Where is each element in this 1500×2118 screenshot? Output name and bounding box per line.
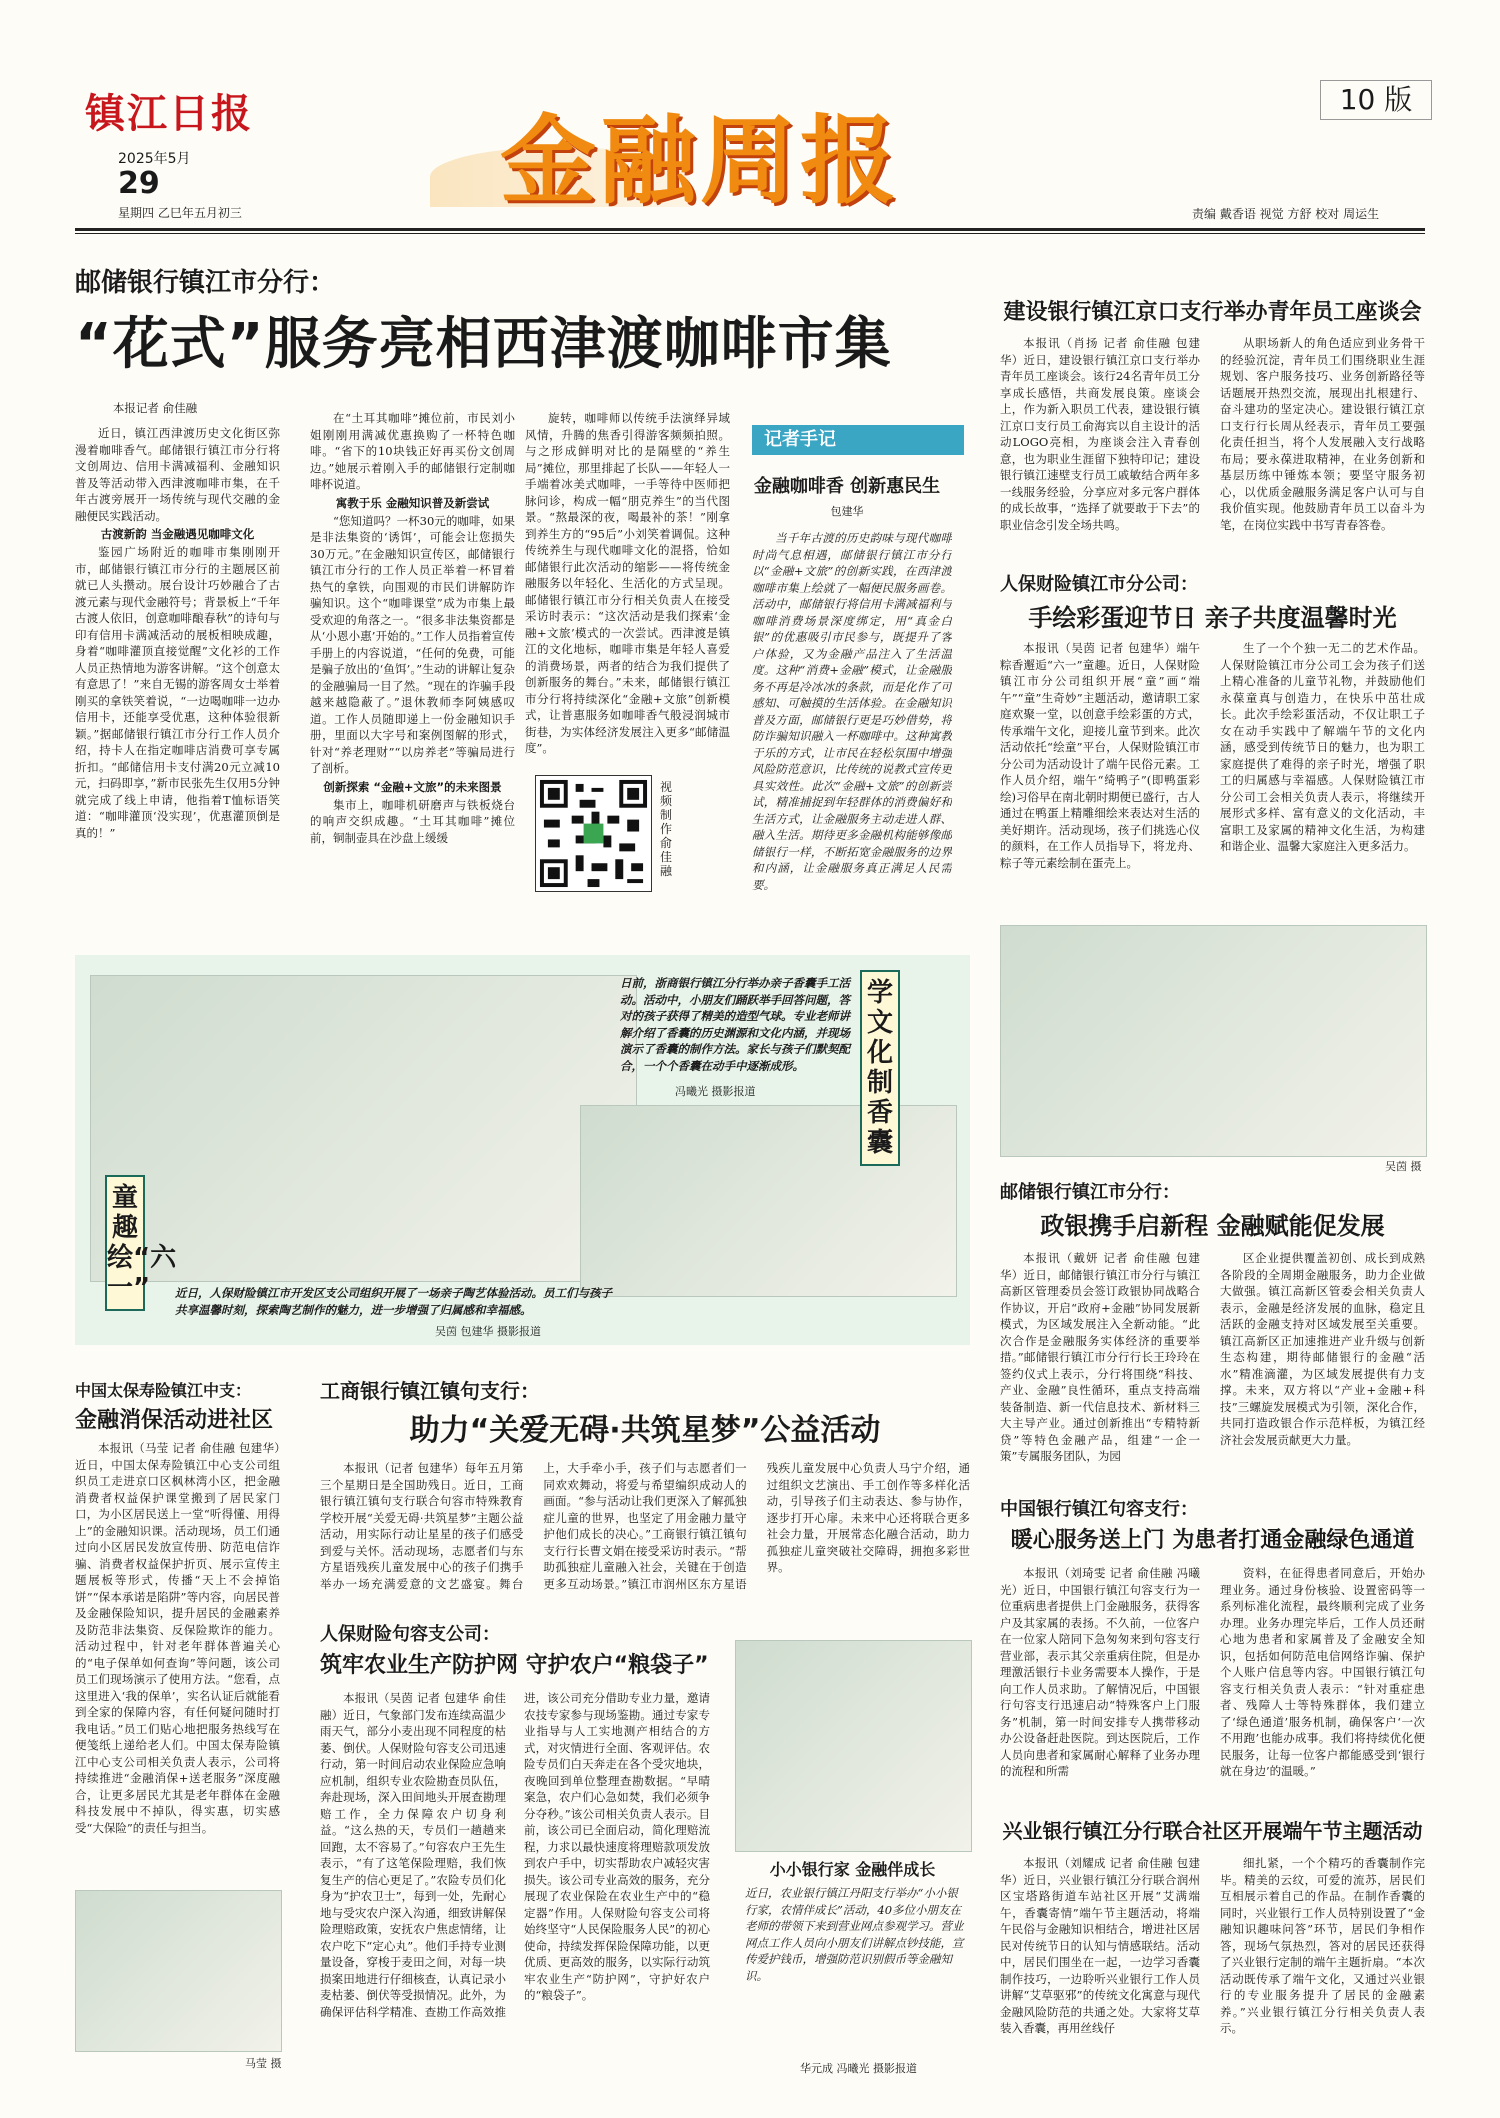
lead-paragraph: 鉴园广场附近的咖啡市集刚刚开市，邮储银行镇江市分行的主题展区前就已人头攒动。展台设计巧妙融合了古渡元素与现代金融符号；背景板上“千年古渡人依旧，创意咖啡酿春秋”的诗句与印有信用卡满减活动的展板相映成趣，身着“咖啡灌顶直接觉醒”文化衫的工作人员正热情地为游客讲解。“这个创意太有意思了！”来自无锡的游客周女士举着刚买的拿铁笑着说，“一边喝咖啡一边办信用卡，还能享受优惠，这种体验很新颖。”据邮储银行镇江市分行工作人员介绍，持卡人在指定咖啡店消费可享专属折扣。“邮储信用卡支付满20元立减10元，扫码即享，”新市民张先生仅用5分钟就完成了线上申请，他指着T恤标语笑道：“咖啡灌顶‘没实现’，优惠灌顶倒是真的！” <box>75 545 280 840</box>
lead-col-1 <box>75 400 235 416</box>
xiaoxiao-credit: 华元成 冯曦光 摄影报道 <box>800 2062 917 2075</box>
lead-kicker: 邮储银行镇江市分行： <box>75 268 336 298</box>
family-paragraph: 生了一个个独一无二的艺术作品。人保财险镇江市分公司工会为孩子们送上精心准备的儿童节礼物，并鼓励他们永葆童真与创造力，在快乐中茁壮成长。此次手绘彩蛋活动，不仅让职工子女在动手实践中了解端午节的文化内涵，感受到传统节日的魅力，也为职工家庭提供了难得的亲子时光，增强了职工的归属感与幸福感。人保财险镇江市分公司工会相关负责人表示，将继续开展形式多样、富有意义的文化活动，丰富职工及家属的精神文化生活，为构建和谐企业、温馨大家庭注入更多活力。 <box>1220 641 1425 853</box>
ccb-paragraph: 本报讯（肖扬 记者 俞佳融 包建华）近日，建设银行镇江京口支行举办青年员工座谈会。该行24名青年员工分享成长感悟，共商发展良策。座谈会上，作为新入职员工代表，建设银行镇江京口支行员工俞海宾以自主设计的活动LOGO亮相，为座谈会注入青春创意，也为职业生涯留下独特印记；建设银行镇江速壁支行员工戚敏结合两年多一线服务经验，分享应对多元客户群体的成长故事，“选择了就要敢于下去”的职业信念引发全场共鸣。 <box>1000 336 1200 532</box>
icbc-title: 助力“关爱无碍·共筑星梦”公益活动 <box>409 1413 881 1448</box>
xiaoxiao-photo <box>735 1640 972 1852</box>
lead-paragraph: 近日，镇江西津渡历史文化街区弥漫着咖啡香气。邮储银行镇江市分行将文创周边、信用卡满减福利、金融知识普及等活动带入西津渡咖啡市集，在千年古渡旁展开一场传统与现代交融的金融便民实践活动。 <box>75 426 280 523</box>
sachet-photo <box>580 1105 957 1297</box>
cib-col-2 <box>1220 1855 1425 2085</box>
icbc-paragraph: 本报讯（记者 包建华）每年五月第三个星期日是全国助残日。近日，工商银行镇江镇句支行联合句容市特殊教育学校开展“关爱无碍·共筑星梦”主题公益活动，用实际行动让星星的孩子们感受到爱与关怀。活动现场，志愿者们与东方星语残疾儿童发展中心的孩子们携手举办一场充满爱意的文艺盛宴。舞台上，大手牵小手，孩子们与志愿者们一同欢欢舞动，将爱与希望编织成动人的画面。“参与活动让我们更深入了解孤独症儿童的世界，也坚定了用金融力量守护他们成长的决心。”工商银行镇江镇句支行行长曹文娟在接受采访时表示。“帮助孤独症儿童融入社会，关键在于创造更多互动场景。”镇江市润州区东方星语残疾儿童发展中心负责人马宁介绍，通过组织文艺演出、手工创作等多样化活动，引导孩子们主动表达、参与协作，逐步打开心扉。未来中心还将联合更多社会力量，开展常态化融合活动，助力孤独症儿童突破社交障碍，拥抱多彩世界。 <box>320 1461 970 1591</box>
lead-headline: “花式”服务亮相西津渡咖啡市集 <box>75 312 892 377</box>
boc-col-1 <box>1000 1565 1200 1805</box>
lead-subhead-3: 创新探索 “金融+文旅”的未来图景 <box>323 779 502 794</box>
ccb-paragraph: 从职场新人的角色适应到业务骨干的经验沉淀，青年员工们围绕职业生涯规划、客户服务技巧、业务创新路径等话题展开热烈交流，展现出扎根建行、奋斗建功的坚定决心。建设银行镇江京口支行行长周从经表示，青年员工要强化责任担当，将个人发展融入支行战略布局；要永葆进取精神，在业务创新和基层历练中锤炼本领；要坚守服务初心，以优质金融服务满足客户认可与自我价值实现。他鼓励青年员工以奋斗为笔，在岗位实践中书写青春答卷。 <box>1220 336 1425 532</box>
section-banner <box>430 85 1050 217</box>
newspaper-logo: 镇江日报 <box>85 90 253 137</box>
pottery-photo <box>90 975 637 1282</box>
picc-title: 筑牢农业生产防护网 守护农户“粮袋子” <box>320 1653 709 1678</box>
taiping-body <box>75 1440 280 1890</box>
psbc2-paragraph: 区企业提供覆盖初创、成长到成熟各阶段的全周期金融服务，助力企业做大做强。镇江高新区管委会相关负责人表示，金融是经济发展的血脉，稳定且活跃的金融支持对区域发展至关重要。镇江高新区正加速推进产业升级与创新生态构建，期待邮储银行的金融“活水”精准滴灌，为区域发展提供有力支撑。未来，双方将以“产业+金融+科技”三螺旋发展模式为引领，深化合作，共同打造政银合作示范样板，为镇江经济社会发展贡献更大力量。 <box>1220 1251 1425 1447</box>
pottery-label: 童趣绘“六一” <box>105 1175 145 1311</box>
psbc2-col-1 <box>1000 1250 1200 1470</box>
pottery-caption: 近日，人保财险镇江市开发区支公司组织开展了一场亲子陶艺体验活动。员工们与孩子共享温馨时刻，探索陶艺制作的魅力，进一步增强了归属感和幸福感。 <box>175 1286 612 1317</box>
lead-paragraph: 旋转，咖啡师以传统手法演绎异域风情，升腾的焦香引得游客频频拍照。与之形成鲜明对比的是隔壁的“养生局”摊位，那里排起了长队——年轻人一手端着冰美式咖啡，一手等待中医师把脉问诊，构成一幅“朋克养生”的当代图景。“熬最深的夜，喝最补的茶！”刚拿到养生方的“95后”小刘笑着调侃。这种传统养生与现代咖啡文化的混搭，恰如邮储银行此次活动的缩影——将传统金融服务以年轻化、生活化的方式呈现。邮储银行镇江市分行相关负责人在接受采访时表示：“这次活动是我们探索‘金融+文旅’模式的一次尝试。西津渡是镇江的文化地标，咖啡市集是年轻人喜爱的消费场景，两者的结合为我们提供了创新服务的舞台。”未来，邮储银行镇江市分行将持续深化“金融+文旅”创新模式，让普惠服务如咖啡香气般浸润城市街巷，为实体经济发展注入更多“邮储温度”。 <box>525 411 730 755</box>
section-banner-title: 金融周报 <box>500 105 900 217</box>
cib-paragraph: 细扎紧，一个个精巧的香囊制作完毕。精美的云纹，可爱的流苏，居民们互相展示着自己的作品。在制作香囊的同时，兴业银行工作人员特别设置了“金融知识趣味问答”环节，居民们争相作答，现场气氛热烈，答对的居民还获得了兴业银行定制的端午主题折扇。“本次活动既传承了端午文化，又通过兴业银行的专业服务提升了居民的金融素养。”兴业银行镇江分行相关负责人表示。 <box>1220 1856 1425 2035</box>
lead-subhead-2: 寓教于乐 金融知识普及新尝试 <box>335 495 490 510</box>
note-author: 包建华 <box>830 505 864 518</box>
xiaoxiao-title: 小小银行家 金融伴成长 <box>769 1860 936 1879</box>
egg-painting-photo <box>1000 925 1427 1157</box>
video-qr-code[interactable] <box>535 775 652 892</box>
boc-title: 暖心服务送上门 为患者打通金融绿色通道 <box>1010 1528 1415 1553</box>
lead-subhead-1: 古渡新韵 当金融遇见咖啡文化 <box>100 527 255 541</box>
pottery-credit: 吴茵 包建华 摄影报道 <box>435 1325 541 1338</box>
masthead-rule <box>75 228 1425 231</box>
qr-pattern-icon <box>536 776 651 891</box>
taiping-kicker: 中国太保寿险镇江中支： <box>75 1381 252 1400</box>
ccb-col-2 <box>1220 335 1425 625</box>
sachet-label: 学文化 制香囊 <box>860 970 900 1166</box>
editor-credits: 责编 戴香语 视觉 方舒 校对 周运生 <box>1192 207 1380 221</box>
note-body <box>752 530 952 940</box>
taiping-paragraph: 本报讯（马莹 记者 俞佳融 包建华）近日，中国太保寿险镇江中心支公司组织员工走进京口区枫林湾小区，把金融消费者权益保护课堂搬到了居民家门口，为小区居民送上一堂“听得懂、用得上”的金融知识课。活动现场，员工们通过向小区居民发放宣传册、防范电信诈骗、消费者权益保护折页、展示宣传主题展板等形式，传播“天上不会掉馅饼”“保本承诺是陷阱”等内容，向居民普及金融保险知识，提升居民的金融素养及防范非法集资、反保险欺诈的能力。活动过程中，针对老年群体普遍关心的“电子保单如何查询”等问题，该公司员工们现场演示了使用方法。“您看，点这里进入‘我的保单’，实名认证后就能看到全家的保障内容，有任何疑问随时打我电话。”员工们贴心地把服务热线写在便笺纸上递给老人们。中国太保寿险镇江中心支公司相关负责人表示，公司将持续推进“金融消保+送老服务”深度融合，让更多居民尤其是老年群体在金融科技发展中不掉队，得实惠，切实感受“大保险”的责任与担当。 <box>75 1441 280 1835</box>
cib-title: 兴业银行镇江分行联合社区开展端午节主题活动 <box>1002 1819 1423 1843</box>
taiping-photo <box>75 1890 282 2052</box>
ccb-title: 建设银行镇江京口支行举办青年员工座谈会 <box>1003 300 1422 325</box>
family-photo-credit: 吴茵 摄 <box>1385 1160 1422 1173</box>
picc-body <box>320 1690 710 2085</box>
family-kicker: 人保财险镇江市分公司： <box>1000 574 1198 595</box>
family-title: 手绘彩蛋迎节日 亲子共度温馨时光 <box>1028 604 1397 632</box>
boc-col-2 <box>1220 1565 1425 1805</box>
lead-column-1 <box>75 425 280 955</box>
taiping-title: 金融消保活动进社区 <box>75 1408 274 1433</box>
psbc2-kicker: 邮储银行镇江市分行： <box>1000 1182 1180 1203</box>
sachet-caption: 日前，浙商银行镇江分行举办亲子香囊手工活动。活动中，小朋友们踊跃举手回答问题，答对的孩子获得了精美的造型气球。专业老师讲解介绍了香囊的历史渊源和文化内涵，并现场演示了香囊的制作方法。家长与孩子们默契配合，一个个香囊在动手中逐渐成形。 <box>620 976 850 1073</box>
video-credit: 视频制作 俞佳融 <box>660 780 673 878</box>
boc-paragraph: 本报讯（刘琦雯 记者 俞佳融 冯曦光）近日，中国银行镇江句容支行为一位重病患者提供上门金融服务，获得客户及其家属的表扬。不久前，一位客户在一位家人陪同下急匆匆来到句容支行营业部，表示其父亲重病住院，但是办理激活银行卡业务需要本人操作，于是向工作人员求助。了解情况后，中国银行句容支行迅速启动“特殊客户上门服务”机制，第一时间安排专人携带移动办公设备赶赴医院。到达医院后，工作人员向患者和家属耐心解释了业务办理的流程和所需 <box>1000 1566 1200 1778</box>
photo-panel <box>75 955 970 1345</box>
psbc2-title: 政银携手启新程 金融赋能促发展 <box>1040 1212 1385 1240</box>
psbc2-col-2 <box>1220 1250 1425 1470</box>
lead-paragraph: 集市上，咖啡机研磨声与铁板烧台的响声交织成趣。“土耳其咖啡”摊位前，铜制壶具在沙盘上缓缓 <box>310 797 515 845</box>
lead-column-3 <box>525 410 730 760</box>
note-paragraph: 当千年古渡的历史韵味与现代咖啡时尚气息相遇，邮储银行镇江市分行以“金融+文旅”的创新实践，在西津渡咖啡市集上绘就了一幅便民服务画卷。活动中，邮储银行将信用卡满减福利与咖啡消费场景深度绑定，用“真金白银”的优惠吸引市民参与，既提升了客户体验，又为金融产品注入了生活温度。这种“消费+金融”模式，让金融服务不再是冷冰冰的条款，而是化作了可感知、可触摸的生活体验。在金融知识普及方面，邮储银行更是巧妙借势，将防诈骗知识融入一杯咖啡中。这种寓教于乐的方式，让市民在轻松氛围中增强风险防范意识，比传统的说教式宣传更具实效性。此次“金融+文旅”的创新尝试，精准捕捉到年轻群体的消费偏好和生活方式，让金融服务主动走进人群、融入生活。期待更多金融机构能够像邮储银行一样，不断拓宽金融服务的边界和内涵，让金融服务真正满足人民需要。 <box>752 531 952 892</box>
icbc-kicker: 工商银行镇江镇句支行： <box>320 1379 540 1403</box>
icbc-body <box>320 1460 970 1610</box>
cib-col-1 <box>1000 1855 1200 2085</box>
picc-paragraph: 本报讯（吴茵 记者 包建华 俞佳融）近日，气象部门发布连续高温少雨天气，部分小麦出现不同程度的枯萎、倒伏。人保财险句容支公司迅速行动，第一时间启动农业保险应急响应机制，组织专业农险勘查员队伍，奔赴现场，深入田间地头开展查勘理赔工作，全力保障农户切身利益。“这么热的天，专员们一趟趟来回跑，太不容易了。”句容农户王先生表示，“有了这笔保险理赔，我们恢复生产的信心更足了。”农险专员们化身为“护农卫士”，每到一处，先耐心地与受灾农户深入沟通，细致讲解保险理赔政策，安抚农户焦虑情绪，让农户吃下“定心丸”。他们手持专业测量设备，穿梭于麦田之间，对每一块损案田地进行仔细核查，认真记录小麦枯萎、倒伏等受损情况。此外，为确保评估科学精准、查勘工作高效推进，该公司充分借助专业力量，邀请农技专家参与现场鉴勘。通过专家专业指导与人工实地测产相结合的方式，对灾情进行全面、客观评估。农险专员们白天奔走在各个受灾地块，夜晚回到单位整理查勘数据。“早晴案急，农户们心急如焚，我们必须争分夺秒。”该公司相关负责人表示。目前，该公司已全面启动，简化理赔流程，力求以最快速度将理赔款项发放到农户手中，切实帮助农户减轻灾害损失。该公司专业高效的服务，充分展现了农业保险在农业生产中的“稳定器”作用。人保财险句容支公司将始终坚守“人民保险服务人民”的初心使命，持续发挥保险保障功能，以更优质、更高效的服务，以实际行动筑牢农业生产“防护网”，守护好农户的“粮袋子”。 <box>320 1691 710 2019</box>
boc-paragraph: 资料，在征得患者同意后，开始办理业务。通过身份核验、设置密码等一系列标准化流程，最终顺利完成了业务办理。业务办理完毕后，工作人员还耐心地为患者和家属普及了金融安全知识，包括如何防范电信网络诈骗、保护个人账户信息等内容。中国银行镇江句容支行相关负责人表示：“针对重症患者、残障人士等特殊群体，我们建立了‘绿色通道’服务机制，确保客户‘一次不用跑’也能办成事。我们将持续优化便民服务，让每一位客户都能感受到‘银行就在身边’的温暖。” <box>1220 1566 1425 1778</box>
family-paragraph: 本报讯（吴茵 记者 包建华）端午粽香邂逅“六一”童趣。近日，人保财险镇江市分公司组织开展“童”画“端午”“童”生奇妙”主题活动，邀请职工家庭欢聚一堂，以创意手绘彩蛋的方式，传承端午文化，迎接儿童节到来。此次活动依托“绘童”平台，人保财险镇江市分公司为活动设计了端午民俗元素。工作人员介绍，端午“绮鸭子”(即鸭蛋彩绘)习俗早在南北朝时期便已盛行，古人通过在鸭蛋上精雕细绘来表达对生活的美好期许。活动现场，孩子们挑选心仪的颜料，在工作人员指导下，将龙舟、粽子等元素绘制在蛋壳上。 <box>1000 641 1200 870</box>
issue-weekday: 星期四 乙巳年五月初三 <box>118 206 242 220</box>
page-number: 10 版 <box>1320 80 1432 120</box>
psbc2-paragraph: 本报讯（戴妍 记者 俞佳融 包建华）近日，邮储银行镇江市分行与镇江高新区管理委员会签订政银协同战略合作协议，开启“政府+金融”协同发展新模式，为区域发展注入全新动能。“此次合作是金融服务实体经济的重要举措。”邮储银行镇江市分行行长王玲玲在签约仪式上表示，分行将围绕“科技、产业、金融”良性循环，重点支持高端装备制造、新一代信息技术、新材料三大主导产业。通过创新推出“专精特新贷”等特色金融产品，组建“一企一策”专属服务团队，为园 <box>1000 1251 1200 1463</box>
masthead-rule-thin <box>75 233 1425 234</box>
issue-day: 29 <box>118 166 160 201</box>
note-title: 金融咖啡香 创新惠民生 <box>753 476 941 497</box>
boc-kicker: 中国银行镇江句容支行： <box>1000 1499 1198 1520</box>
xiaoxiao-caption: 近日，农业银行镇江丹阳支行举办“小小银行家，农情伴成长”活动，40多位小朋友在老师的带领下来到营业网点参观学习。营业网点工作人员向小朋友们讲解点钞技能，宣传爱护钱币，增强防范识别假币等金融知识。 <box>745 1886 964 1983</box>
note-tag: 记者手记 <box>752 425 964 455</box>
lead-byline: 本报记者 俞佳融 <box>112 401 198 415</box>
taiping-photo-credit: 马莹 摄 <box>245 2057 282 2070</box>
lead-column-2 <box>310 410 515 955</box>
family-col-1 <box>1000 640 1200 915</box>
lead-paragraph: 在“土耳其咖啡”摊位前，市民刘小姐刚刚用满减优惠换购了一杯特色咖啡。“省下的10块钱正好再买份文创周边。”她展示着刚入手的邮储银行定制咖啡杯说道。 <box>310 411 515 491</box>
picc-kicker: 人保财险句容支公司： <box>320 1624 500 1645</box>
sachet-credit: 冯曦光 摄影报道 <box>675 1085 756 1098</box>
family-col-2 <box>1220 640 1425 915</box>
issue-month: 2025年5月 <box>118 151 191 167</box>
cib-paragraph: 本报讯（刘耀成 记者 俞佳融 包建华）近日，兴业银行镇江分行联合润州区宝塔路街道车站社区开展“艾满端午，香囊寄情”端午节主题活动，将端午民俗与金融知识相结合，增进社区居民对传统节日的认知与情感联结。活动中，居民们围坐在一起，一边学习香囊制作技巧，一边聆听兴业银行工作人员讲解“艾草驱邪”的传统文化寓意与现代金融风险防范的共通之处。大家将艾草装入香囊，再用丝线仔 <box>1000 1856 1200 2035</box>
lead-paragraph: “您知道吗？一杯30元的咖啡，如果是非法集资的‘诱饵’，可能会让您损失30万元。”在金融知识宣传区，邮储银行镇江市分行的工作人员正举着一杯冒着热气的拿铁，向围观的市民们讲解防诈骗知识。这个“咖啡课堂”成为市集上最受欢迎的角落之一。“很多非法集资都是从‘小恩小惠’开始的。”工作人员指着宣传手册上的内容说道，“任何的免费，可能是骗子放出的‘鱼饵’。”生动的讲解让复杂的金融骗局一目了然。“现在的诈骗手段越来越隐蔽了。”退休教师李阿姨感叹道。工作人员随即递上一份金融知识手册，里面以大字号和案例图解的形式，针对“养老理财”“以房养老”等骗局进行了剖析。 <box>310 513 515 775</box>
